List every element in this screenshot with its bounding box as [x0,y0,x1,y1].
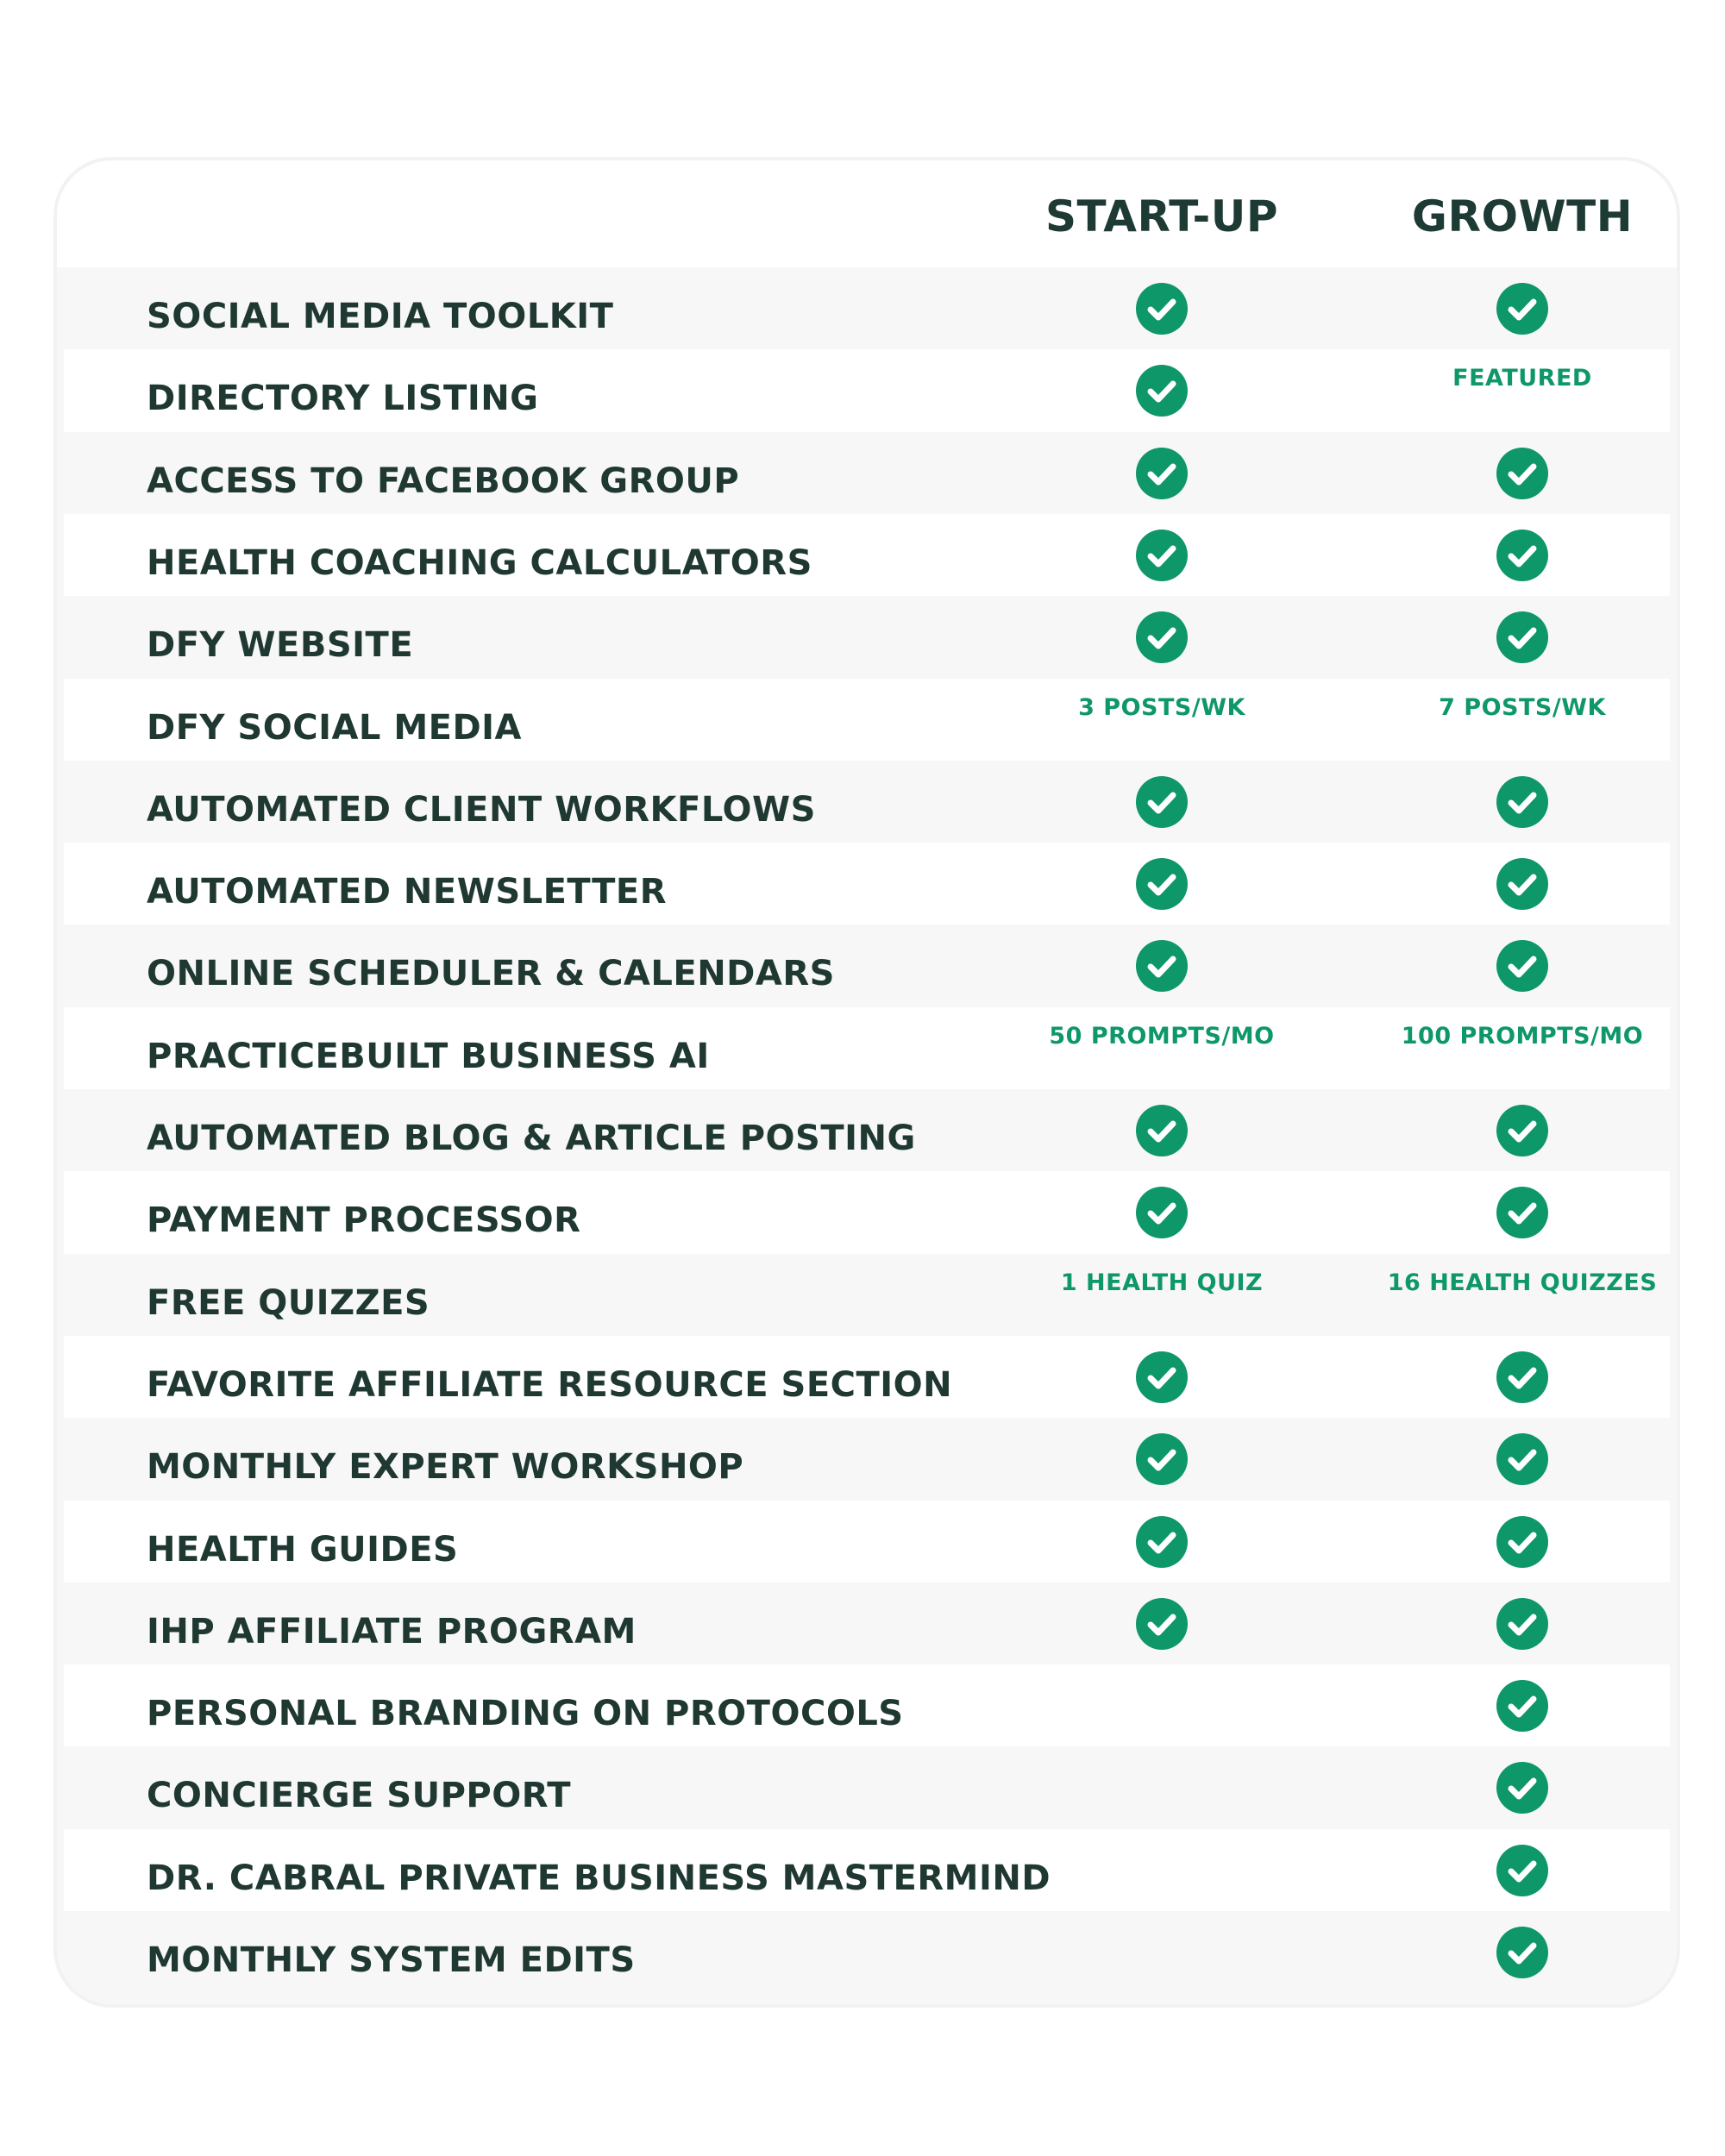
check-circle-icon [1496,1680,1548,1732]
check-mark [1136,1598,1188,1650]
check-circle-icon [1136,283,1188,335]
check-circle-icon [1136,1516,1188,1568]
check-circle-icon [1496,1845,1548,1896]
check-mark [1136,858,1188,910]
check-mark [1496,1105,1548,1156]
table-row [64,761,1670,843]
check-circle-icon [1496,858,1548,910]
cell-start-up [981,1089,1343,1172]
check-mark [1496,1680,1548,1732]
table-row [64,1171,1670,1254]
column-header-start-up: START-UP [1045,191,1278,241]
feature-label: DFY SOCIAL MEDIA [147,707,523,748]
check-mark [1496,858,1548,910]
feature-label: PERSONAL BRANDING ON PROTOCOLS [147,1694,904,1734]
table-row [64,514,1670,597]
check-circle-icon [1496,1351,1548,1403]
table-header [57,160,1677,267]
cell-start-up [981,1007,1343,1090]
cell-growth [1341,679,1677,761]
cell-start-up [981,1171,1343,1254]
feature-value: 7 POSTS/WK [1439,693,1606,721]
check-circle-icon [1136,940,1188,992]
cell-growth [1341,761,1677,843]
cell-start-up [981,1583,1343,1665]
check-mark [1496,1845,1548,1896]
check-circle-icon [1496,530,1548,581]
cell-start-up [981,1829,1343,1912]
cell-start-up [981,761,1343,843]
check-mark [1496,1516,1548,1568]
check-circle-icon [1496,1187,1548,1238]
check-circle-icon [1136,1598,1188,1650]
cell-start-up [981,432,1343,515]
table-row [64,596,1670,679]
feature-label: HEALTH COACHING CALCULATORS [147,542,812,583]
check-circle-icon [1136,448,1188,499]
table-row [64,1007,1670,1090]
cell-start-up [981,514,1343,597]
cell-growth [1341,924,1677,1007]
table-row [64,1583,1670,1665]
cell-start-up [981,924,1343,1007]
feature-label: HEALTH GUIDES [147,1529,459,1570]
feature-value: 50 PROMPTS/MO [1049,1022,1275,1050]
feature-label: MONTHLY SYSTEM EDITS [147,1940,636,1980]
table-row [64,1089,1670,1172]
check-mark [1136,530,1188,581]
check-mark [1496,448,1548,499]
feature-value: 1 HEALTH QUIZ [1060,1269,1264,1296]
check-mark [1136,1433,1188,1485]
check-circle-icon [1496,1516,1548,1568]
cell-growth [1341,1171,1677,1254]
feature-value: 100 PROMPTS/MO [1401,1022,1644,1050]
check-mark [1496,940,1548,992]
cell-growth [1341,843,1677,925]
cell-growth [1341,1664,1677,1747]
check-mark [1496,1433,1548,1485]
check-mark [1496,1927,1548,1978]
column-header-growth: GROWTH [1411,191,1634,241]
table-row [64,679,1670,761]
check-circle-icon [1496,776,1548,828]
check-mark [1496,1351,1548,1403]
feature-value: 3 POSTS/WK [1078,693,1245,721]
cell-growth [1341,1254,1677,1337]
check-circle-icon [1496,1105,1548,1156]
check-mark [1496,1187,1548,1238]
table-row [64,924,1670,1007]
cell-start-up [981,679,1343,761]
cell-growth [1341,1089,1677,1172]
table-row [64,267,1670,350]
feature-label: DR. CABRAL PRIVATE BUSINESS MASTERMIND [147,1858,1051,1898]
check-mark [1136,1187,1188,1238]
cell-growth [1341,432,1677,515]
check-circle-icon [1496,1433,1548,1485]
check-mark [1136,448,1188,499]
cell-growth [1341,1583,1677,1665]
check-circle-icon [1496,283,1548,335]
check-mark [1136,283,1188,335]
check-circle-icon [1136,365,1188,417]
cell-start-up [981,1911,1343,1994]
table-row [64,432,1670,515]
check-mark [1136,1105,1188,1156]
table-row [64,1829,1670,1912]
cell-start-up [981,1664,1343,1747]
cell-start-up [981,1254,1343,1337]
check-circle-icon [1496,1927,1548,1978]
check-circle-icon [1496,611,1548,663]
cell-start-up [981,596,1343,679]
check-circle-icon [1136,1433,1188,1485]
cell-start-up [981,843,1343,925]
table-row [64,1746,1670,1829]
cell-start-up [981,1501,1343,1583]
table-row [64,1254,1670,1337]
feature-label: DFY WEBSITE [147,625,414,666]
feature-label: AUTOMATED NEWSLETTER [147,872,668,912]
cell-start-up [981,267,1343,350]
check-mark [1496,611,1548,663]
check-circle-icon [1136,1105,1188,1156]
comparison-table [57,160,1677,2004]
cell-start-up [981,1746,1343,1829]
cell-start-up [981,1418,1343,1501]
cell-growth [1341,1007,1677,1090]
check-mark [1136,1351,1188,1403]
feature-label: SOCIAL MEDIA TOOLKIT [147,297,614,336]
check-mark [1496,1762,1548,1814]
feature-label: PRACTICEBUILT BUSINESS AI [147,1036,710,1076]
table-row [64,843,1670,925]
feature-label: AUTOMATED CLIENT WORKFLOWS [147,789,816,830]
check-circle-icon [1496,1762,1548,1814]
cell-growth [1341,596,1677,679]
check-circle-icon [1136,611,1188,663]
check-mark [1496,1598,1548,1650]
feature-label: FREE QUIZZES [147,1282,430,1323]
check-circle-icon [1136,1187,1188,1238]
table-row [64,1418,1670,1501]
check-circle-icon [1136,1351,1188,1403]
check-mark [1136,940,1188,992]
check-circle-icon [1496,1598,1548,1650]
table-row [64,1336,1670,1419]
feature-label: FAVORITE AFFILIATE RESOURCE SECTION [147,1364,953,1405]
feature-label: PAYMENT PROCESSOR [147,1200,581,1241]
cell-growth [1341,267,1677,350]
feature-label: AUTOMATED BLOG & ARTICLE POSTING [147,1119,916,1158]
cell-start-up [981,1336,1343,1419]
cell-start-up [981,349,1343,432]
check-circle-icon [1136,858,1188,910]
check-mark [1136,365,1188,417]
feature-label: ONLINE SCHEDULER & CALENDARS [147,954,835,994]
feature-label: DIRECTORY LISTING [147,379,539,419]
check-mark [1496,530,1548,581]
check-mark [1496,776,1548,828]
check-mark [1136,1516,1188,1568]
feature-label: MONTHLY EXPERT WORKSHOP [147,1447,744,1488]
feature-label: IHP AFFILIATE PROGRAM [147,1611,637,1651]
table-row [64,1501,1670,1583]
feature-label: CONCIERGE SUPPORT [147,1776,571,1816]
feature-label: ACCESS TO FACEBOOK GROUP [147,461,740,501]
cell-growth [1341,1829,1677,1912]
check-mark [1496,283,1548,335]
check-circle-icon [1496,940,1548,992]
cell-growth [1341,349,1677,432]
check-circle-icon [1136,530,1188,581]
cell-growth [1341,1746,1677,1829]
check-mark [1136,776,1188,828]
feature-value: 16 HEALTH QUIZZES [1387,1269,1658,1296]
check-circle-icon [1496,448,1548,499]
table-row [64,1911,1670,1994]
table-row [64,1664,1670,1747]
feature-value: FEATURED [1452,365,1592,392]
cell-growth [1341,514,1677,597]
check-mark [1136,611,1188,663]
table-row [64,349,1670,432]
cell-growth [1341,1911,1677,1994]
check-circle-icon [1136,776,1188,828]
cell-growth [1341,1336,1677,1419]
cell-growth [1341,1501,1677,1583]
cell-growth [1341,1418,1677,1501]
